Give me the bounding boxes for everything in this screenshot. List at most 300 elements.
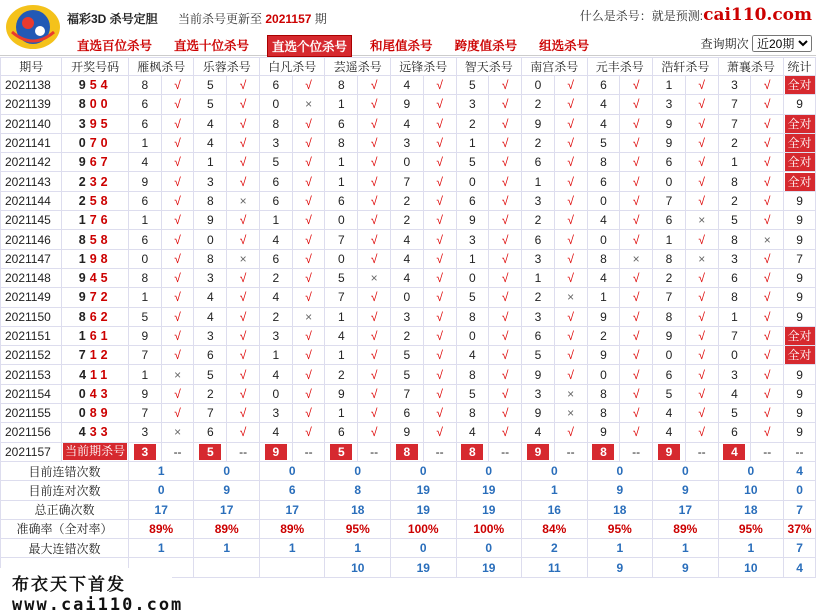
- kill-digit: 6: [259, 76, 292, 95]
- check-mark-icon: √: [423, 423, 456, 442]
- check-mark-icon: √: [423, 346, 456, 365]
- check-mark-icon: √: [227, 346, 260, 365]
- kill-digit: 1: [325, 307, 358, 326]
- kill-digit: 3: [259, 133, 292, 152]
- check-mark-icon: √: [489, 191, 522, 210]
- issue-number: 2021155: [1, 404, 62, 423]
- tab-1[interactable]: 直选十位杀号: [174, 39, 250, 53]
- kill-digit: 4: [259, 230, 292, 249]
- check-mark-icon: √: [292, 230, 325, 249]
- kill-digit: 4: [391, 230, 424, 249]
- pending-mark: --: [620, 442, 653, 461]
- kill-digit: 7: [653, 191, 686, 210]
- kill-digit: 2: [391, 211, 424, 230]
- draw-number: 862: [62, 307, 129, 326]
- cross-mark-icon: ×: [358, 268, 391, 287]
- pending-mark: --: [489, 442, 522, 461]
- column-header: 芸遥杀号: [325, 58, 391, 76]
- issue-number: 2021153: [1, 365, 62, 384]
- kill-digit: 5: [456, 153, 489, 172]
- stat-value: 37%: [784, 519, 816, 538]
- kill-digit: 4: [391, 249, 424, 268]
- check-mark-icon: √: [227, 153, 260, 172]
- check-mark-icon: √: [751, 404, 784, 423]
- kill-digit: 6: [653, 365, 686, 384]
- row-stat: [784, 114, 816, 133]
- kill-digit: 5: [456, 384, 489, 403]
- kill-digit: 3: [391, 307, 424, 326]
- check-mark-icon: √: [292, 249, 325, 268]
- stat-value: 100%: [391, 519, 457, 538]
- check-mark-icon: √: [554, 95, 587, 114]
- all-correct-badge: 全对: [785, 115, 815, 133]
- kill-digit: 0: [325, 211, 358, 230]
- cross-mark-icon: ×: [292, 307, 325, 326]
- kill-digit: 4: [194, 114, 227, 133]
- current-kill-digit: 9: [527, 444, 549, 460]
- row-stat: 9: [784, 365, 816, 384]
- check-mark-icon: √: [423, 384, 456, 403]
- check-mark-icon: √: [292, 114, 325, 133]
- check-mark-icon: √: [685, 346, 718, 365]
- stat-value: 7: [784, 539, 816, 558]
- stat-value: 4: [784, 461, 816, 480]
- period-select[interactable]: [752, 35, 812, 52]
- predict-label: 什么是杀号：就是预测:: [579, 9, 704, 23]
- kill-digit: 6: [259, 172, 292, 191]
- tab-3[interactable]: 和尾值杀号: [370, 39, 433, 53]
- all-correct-badge: 全对: [785, 134, 815, 152]
- stat-value: 18: [325, 500, 391, 519]
- check-mark-icon: √: [358, 95, 391, 114]
- check-mark-icon: √: [751, 268, 784, 287]
- check-mark-icon: √: [685, 76, 718, 95]
- check-mark-icon: √: [227, 95, 260, 114]
- check-mark-icon: √: [685, 191, 718, 210]
- kill-digit: 0: [456, 326, 489, 345]
- check-mark-icon: √: [620, 268, 653, 287]
- draw-number: 800: [62, 95, 129, 114]
- check-mark-icon: √: [358, 346, 391, 365]
- kill-digit: 3: [128, 423, 161, 442]
- check-mark-icon: √: [227, 133, 260, 152]
- issue-number: 2021150: [1, 307, 62, 326]
- issue-number: 2021142: [1, 153, 62, 172]
- current-kill-digit: 5: [199, 444, 221, 460]
- kill-digit: 9: [325, 384, 358, 403]
- kill-digit: 4: [587, 268, 620, 287]
- issue-number: 2021145: [1, 211, 62, 230]
- check-mark-icon: √: [489, 114, 522, 133]
- table-row: [1, 114, 816, 133]
- check-mark-icon: √: [358, 230, 391, 249]
- kill-digit: 0: [259, 95, 292, 114]
- check-mark-icon: √: [620, 95, 653, 114]
- stat-value: 0: [391, 539, 457, 558]
- kill-digit: 8: [456, 365, 489, 384]
- update-suffix: 期: [314, 12, 327, 26]
- table-row: [1, 384, 816, 403]
- check-mark-icon: √: [751, 249, 784, 268]
- check-mark-icon: √: [685, 172, 718, 191]
- current-kill-digit: 4: [723, 444, 745, 460]
- pending-mark: --: [292, 442, 325, 461]
- stat-row: [1, 500, 816, 519]
- kill-digit: 4: [391, 76, 424, 95]
- table-row: [1, 95, 816, 114]
- kill-digit: 3: [456, 95, 489, 114]
- draw-number: 395: [62, 114, 129, 133]
- cross-mark-icon: ×: [554, 404, 587, 423]
- check-mark-icon: √: [292, 365, 325, 384]
- kill-digit: 7: [391, 172, 424, 191]
- table-row: [1, 268, 816, 287]
- kill-digit: 2: [259, 268, 292, 287]
- kill-digit: 1: [259, 346, 292, 365]
- check-mark-icon: √: [620, 191, 653, 210]
- kill-digit: 0: [456, 172, 489, 191]
- kill-digit: 6: [653, 211, 686, 230]
- check-mark-icon: √: [161, 172, 194, 191]
- cross-mark-icon: ×: [685, 211, 718, 230]
- check-mark-icon: √: [751, 384, 784, 403]
- kill-digit: 0: [587, 365, 620, 384]
- check-mark-icon: √: [292, 268, 325, 287]
- pending-mark: --: [423, 442, 456, 461]
- kill-digit: 3: [653, 95, 686, 114]
- kill-digit: 2: [522, 211, 555, 230]
- check-mark-icon: √: [161, 114, 194, 133]
- current-kill-digit: 8: [396, 444, 418, 460]
- check-mark-icon: √: [685, 307, 718, 326]
- stat-value: 0: [587, 461, 653, 480]
- kill-digit: 1: [325, 346, 358, 365]
- check-mark-icon: √: [620, 288, 653, 307]
- kill-digit: 6: [653, 153, 686, 172]
- kill-digit: 4: [456, 423, 489, 442]
- cai110-logo[interactable]: [4, 2, 62, 52]
- tab-4[interactable]: 跨度值杀号: [454, 39, 518, 53]
- check-mark-icon: √: [358, 288, 391, 307]
- kill-digit: 6: [194, 346, 227, 365]
- check-mark-icon: √: [161, 211, 194, 230]
- kill-digit: 6: [128, 191, 161, 210]
- check-mark-icon: √: [620, 230, 653, 249]
- kill-digit: 4: [391, 114, 424, 133]
- kill-digit: 9: [456, 211, 489, 230]
- row-stat: 9: [784, 288, 816, 307]
- check-mark-icon: √: [685, 230, 718, 249]
- check-mark-icon: √: [358, 114, 391, 133]
- kill-digit: 8: [325, 76, 358, 95]
- pending-mark: --: [751, 442, 784, 461]
- kill-digit: 1: [522, 268, 555, 287]
- kill-digit: 8: [128, 76, 161, 95]
- check-mark-icon: √: [423, 95, 456, 114]
- check-mark-icon: √: [554, 268, 587, 287]
- row-stat: 9: [784, 423, 816, 442]
- column-header: 白凡杀号: [259, 58, 325, 76]
- stat-value: 0: [128, 481, 194, 500]
- stat-label: 最大连错次数: [1, 539, 129, 558]
- cross-mark-icon: ×: [751, 230, 784, 249]
- check-mark-icon: √: [489, 288, 522, 307]
- stat-value: 18: [718, 500, 784, 519]
- kill-digit: 1: [456, 249, 489, 268]
- stat-value: 0: [325, 461, 391, 480]
- row-stat: 7: [784, 249, 816, 268]
- check-mark-icon: √: [685, 133, 718, 152]
- draw-number: 411: [62, 365, 129, 384]
- check-mark-icon: √: [489, 95, 522, 114]
- kill-digit: 3: [522, 384, 555, 403]
- kill-digit: 7: [128, 346, 161, 365]
- stat-value: 0: [522, 461, 588, 480]
- kill-digit: 2: [194, 384, 227, 403]
- kill-digit: 4: [194, 133, 227, 152]
- stat-value: 95%: [325, 519, 391, 538]
- check-mark-icon: √: [161, 384, 194, 403]
- kill-digit: 8: [718, 172, 751, 191]
- table-row: [1, 307, 816, 326]
- kill-digit: 0: [128, 249, 161, 268]
- check-mark-icon: √: [423, 404, 456, 423]
- check-mark-icon: √: [620, 346, 653, 365]
- kill-digit: 5: [718, 404, 751, 423]
- check-mark-icon: √: [292, 423, 325, 442]
- table-row: [1, 172, 816, 191]
- check-mark-icon: √: [751, 172, 784, 191]
- row-stat: [784, 346, 816, 365]
- current-kill-button[interactable]: 当前期杀号: [65, 444, 126, 459]
- kill-digit: 5: [718, 211, 751, 230]
- kill-digit: 1: [653, 230, 686, 249]
- kill-digit: 4: [718, 384, 751, 403]
- draw-number: 858: [62, 230, 129, 249]
- kill-digit: 8: [456, 307, 489, 326]
- stat-label: 目前连错次数: [1, 461, 129, 480]
- check-mark-icon: √: [292, 76, 325, 95]
- stat-row: [1, 539, 816, 558]
- tab-0[interactable]: 直选百位杀号: [77, 39, 153, 53]
- check-mark-icon: √: [292, 404, 325, 423]
- kill-digit: 2: [522, 288, 555, 307]
- kill-digit: 3: [194, 268, 227, 287]
- pending-mark: --: [227, 442, 260, 461]
- kill-digit: 9: [128, 384, 161, 403]
- stat-value: 0: [653, 461, 719, 480]
- issue-number: 2021143: [1, 172, 62, 191]
- tab-5[interactable]: 组选杀号: [539, 39, 590, 53]
- check-mark-icon: √: [489, 423, 522, 442]
- cross-mark-icon: ×: [685, 249, 718, 268]
- check-mark-icon: √: [751, 76, 784, 95]
- issue-number: 2021151: [1, 326, 62, 345]
- stat-value: 89%: [259, 519, 325, 538]
- kill-digit: 5: [194, 76, 227, 95]
- column-header: 元丰杀号: [587, 58, 653, 76]
- kill-digit: 2: [325, 365, 358, 384]
- check-mark-icon: √: [620, 307, 653, 326]
- tab-2[interactable]: 直选个位杀号: [267, 35, 352, 57]
- stat-value: 95%: [587, 519, 653, 538]
- check-mark-icon: √: [620, 365, 653, 384]
- kill-digit: 9: [522, 365, 555, 384]
- check-mark-icon: √: [292, 172, 325, 191]
- kill-digit: 5: [587, 133, 620, 152]
- kill-digit: 9: [587, 307, 620, 326]
- stat-value: 19: [456, 558, 522, 577]
- kill-digit: 4: [522, 423, 555, 442]
- pending-mark: --: [161, 442, 194, 461]
- kill-digit: 5: [259, 153, 292, 172]
- kill-digit: 1: [325, 153, 358, 172]
- all-correct-badge: 全对: [785, 173, 815, 191]
- kill-digit: 1: [718, 307, 751, 326]
- kill-digit: 6: [587, 76, 620, 95]
- kill-digit: 9: [391, 95, 424, 114]
- kill-digit: 7: [718, 326, 751, 345]
- kill-digit: 9: [391, 423, 424, 442]
- check-mark-icon: √: [751, 326, 784, 345]
- check-mark-icon: √: [358, 384, 391, 403]
- current-kill-digit: 9: [265, 444, 287, 460]
- stat-value: 9: [587, 558, 653, 577]
- tab-bar: [73, 35, 607, 57]
- cross-mark-icon: ×: [620, 249, 653, 268]
- check-mark-icon: √: [751, 191, 784, 210]
- check-mark-icon: √: [161, 95, 194, 114]
- table-row: [1, 249, 816, 268]
- kill-digit: 6: [259, 249, 292, 268]
- kill-digit: 1: [325, 172, 358, 191]
- current-kill-digit: 8: [592, 444, 614, 460]
- stat-value: 10: [325, 558, 391, 577]
- table-row: [1, 211, 816, 230]
- current-kill-digit: 9: [658, 444, 680, 460]
- check-mark-icon: √: [161, 326, 194, 345]
- kill-digit: 4: [587, 95, 620, 114]
- stat-value: 18: [587, 500, 653, 519]
- check-mark-icon: √: [554, 230, 587, 249]
- kill-digit: 8: [653, 249, 686, 268]
- check-mark-icon: √: [423, 211, 456, 230]
- predict-info: [580, 5, 812, 25]
- stat-value: 1: [259, 539, 325, 558]
- check-mark-icon: √: [489, 249, 522, 268]
- draw-number: 433: [62, 423, 129, 442]
- kill-digit: 8: [587, 249, 620, 268]
- kill-digit: 3: [259, 326, 292, 345]
- check-mark-icon: √: [423, 133, 456, 152]
- stat-value: 17: [653, 500, 719, 519]
- kill-digit: 1: [128, 365, 161, 384]
- kill-digit: 0: [653, 172, 686, 191]
- kill-digit: 3: [391, 133, 424, 152]
- kill-digit: 5: [456, 76, 489, 95]
- check-mark-icon: √: [620, 384, 653, 403]
- kill-digit: 3: [456, 230, 489, 249]
- check-mark-icon: √: [161, 346, 194, 365]
- check-mark-icon: √: [554, 326, 587, 345]
- stat-value: 11: [522, 558, 588, 577]
- kill-digit: 5: [194, 365, 227, 384]
- brand-title: 福彩3D 杀号定胆: [67, 12, 158, 26]
- kill-digit: 1: [325, 95, 358, 114]
- check-mark-icon: √: [751, 365, 784, 384]
- stat-value: 9: [194, 481, 260, 500]
- column-header: 远锋杀号: [391, 58, 457, 76]
- check-mark-icon: √: [554, 307, 587, 326]
- stat-value: 1: [587, 539, 653, 558]
- check-mark-icon: √: [358, 326, 391, 345]
- kill-digit: 5: [391, 346, 424, 365]
- kill-digit: 2: [259, 307, 292, 326]
- kill-digit: 4: [456, 346, 489, 365]
- draw-number: 089: [62, 404, 129, 423]
- check-mark-icon: √: [423, 153, 456, 172]
- current-kill-digit: 3: [134, 444, 156, 460]
- kill-digit: 1: [128, 288, 161, 307]
- stat-value: 1: [194, 539, 260, 558]
- kill-digit: 3: [194, 326, 227, 345]
- header: [0, 0, 816, 56]
- draw-number: 043: [62, 384, 129, 403]
- kill-digit: 9: [522, 114, 555, 133]
- kill-digit: 1: [128, 211, 161, 230]
- kill-digit: 6: [128, 95, 161, 114]
- kill-digit: 0: [653, 346, 686, 365]
- stat-value: 19: [456, 481, 522, 500]
- check-mark-icon: √: [620, 133, 653, 152]
- kill-digit: 1: [128, 133, 161, 152]
- kill-digit: 1: [522, 172, 555, 191]
- current-kill-digit-cell: [718, 442, 751, 461]
- check-mark-icon: √: [227, 114, 260, 133]
- kill-digit: 8: [259, 114, 292, 133]
- kill-digit: 3: [522, 307, 555, 326]
- check-mark-icon: √: [227, 365, 260, 384]
- check-mark-icon: √: [292, 326, 325, 345]
- check-mark-icon: √: [227, 326, 260, 345]
- stat-row: [1, 481, 816, 500]
- stat-value: 89%: [128, 519, 194, 538]
- issue-number: 2021141: [1, 133, 62, 152]
- kill-digit: 4: [194, 307, 227, 326]
- stat-value: 1: [128, 461, 194, 480]
- kill-digit: 7: [718, 114, 751, 133]
- kill-number-table: [0, 57, 816, 578]
- draw-number: 198: [62, 249, 129, 268]
- check-mark-icon: √: [227, 268, 260, 287]
- footer-watermark: [0, 568, 184, 615]
- check-mark-icon: √: [161, 307, 194, 326]
- issue-number: 2021144: [1, 191, 62, 210]
- stat-value: 10: [718, 558, 784, 577]
- stat-value: 9: [653, 481, 719, 500]
- predict-site-link[interactable]: cai110.com: [703, 5, 812, 25]
- row-stat: 9: [784, 211, 816, 230]
- stat-value: 0: [259, 461, 325, 480]
- stat-label: 总正确次数: [1, 500, 129, 519]
- issue-number: 2021156: [1, 423, 62, 442]
- check-mark-icon: √: [161, 153, 194, 172]
- stat-value: [259, 558, 325, 577]
- table-row: [1, 288, 816, 307]
- kill-digit: 5: [325, 268, 358, 287]
- kill-digit: 5: [456, 288, 489, 307]
- stat-value: 17: [194, 500, 260, 519]
